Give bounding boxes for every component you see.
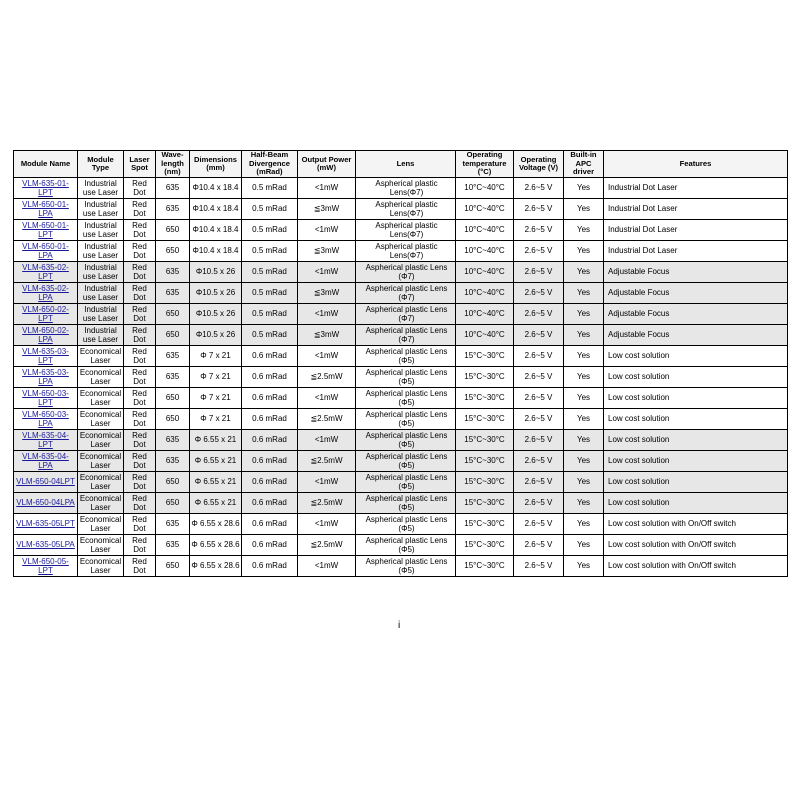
module-name-cell — [14, 388, 78, 409]
table-row — [14, 451, 788, 472]
output-power-cell: <1mW — [298, 220, 356, 241]
dimensions-cell: Φ10.4 x 18.4 — [190, 178, 242, 199]
module-name-link[interactable]: VLM-650-01-LPA — [22, 241, 69, 260]
apc-cell: Yes — [564, 283, 604, 304]
features-cell: Low cost solution — [604, 451, 788, 472]
laser-spot-cell: Red Dot — [124, 262, 156, 283]
voltage-cell: 2.6~5 V — [514, 493, 564, 514]
apc-cell: Yes — [564, 220, 604, 241]
header-apc-driver: Built-in APC driver — [564, 151, 604, 178]
module-name-link[interactable]: VLM-650-03-LPA — [22, 409, 69, 428]
laser-spot-cell: Red Dot — [124, 199, 156, 220]
output-power-cell: ≦3mW — [298, 199, 356, 220]
voltage-cell: 2.6~5 V — [514, 388, 564, 409]
features-cell: Industrial Dot Laser — [604, 178, 788, 199]
laser-spot-cell: Red Dot — [124, 325, 156, 346]
module-name-link[interactable]: VLM-650-03-LPT — [22, 388, 69, 407]
apc-cell: Yes — [564, 451, 604, 472]
divergence-cell: 0.5 mRad — [242, 325, 298, 346]
voltage-cell: 2.6~5 V — [514, 367, 564, 388]
laser-spot-cell: Red Dot — [124, 430, 156, 451]
lens-cell: Aspherical plastic Lens(Φ7) — [356, 199, 456, 220]
lens-cell: Aspherical plastic Lens (Φ7) — [356, 283, 456, 304]
module-type-cell: Industrial use Laser — [78, 178, 124, 199]
module-name-link[interactable]: VLM-635-05LPA — [16, 540, 75, 550]
voltage-cell: 2.6~5 V — [514, 220, 564, 241]
temperature-cell: 15°C~30°C — [456, 388, 514, 409]
output-power-cell: ≦3mW — [298, 241, 356, 262]
divergence-cell: 0.5 mRad — [242, 220, 298, 241]
lens-cell: Aspherical plastic Lens (Φ5) — [356, 409, 456, 430]
apc-cell: Yes — [564, 430, 604, 451]
features-cell: Low cost solution — [604, 493, 788, 514]
divergence-cell: 0.6 mRad — [242, 472, 298, 493]
laser-spot-cell: Red Dot — [124, 514, 156, 535]
table-row — [14, 514, 788, 535]
module-name-cell — [14, 283, 78, 304]
wavelength-cell: 650 — [156, 409, 190, 430]
module-type-cell: Industrial use Laser — [78, 283, 124, 304]
wavelength-cell: 650 — [156, 304, 190, 325]
module-type-cell: Economical Laser — [78, 451, 124, 472]
laser-spot-cell: Red Dot — [124, 409, 156, 430]
laser-module-spec-table — [13, 150, 788, 577]
header-divergence: Half-Beam Divergence (mRad) — [242, 151, 298, 178]
header-laser-spot: Laser Spot — [124, 151, 156, 178]
lens-cell: Aspherical plastic Lens (Φ5) — [356, 346, 456, 367]
apc-cell: Yes — [564, 535, 604, 556]
divergence-cell: 0.6 mRad — [242, 493, 298, 514]
apc-cell: Yes — [564, 472, 604, 493]
dimensions-cell: Φ10.5 x 26 — [190, 262, 242, 283]
dimensions-cell: Φ10.5 x 26 — [190, 325, 242, 346]
module-name-cell — [14, 409, 78, 430]
module-name-link[interactable]: VLM-635-02-LPA — [22, 283, 69, 302]
module-type-cell: Economical Laser — [78, 367, 124, 388]
features-cell: Low cost solution — [604, 472, 788, 493]
table-row — [14, 388, 788, 409]
features-cell: Industrial Dot Laser — [604, 220, 788, 241]
wavelength-cell: 635 — [156, 430, 190, 451]
divergence-cell: 0.5 mRad — [242, 241, 298, 262]
divergence-cell: 0.6 mRad — [242, 535, 298, 556]
module-type-cell: Industrial use Laser — [78, 241, 124, 262]
table-row — [14, 178, 788, 199]
output-power-cell: <1mW — [298, 262, 356, 283]
features-cell: Low cost solution — [604, 430, 788, 451]
divergence-cell: 0.6 mRad — [242, 367, 298, 388]
wavelength-cell: 635 — [156, 514, 190, 535]
features-cell: Adjustable Focus — [604, 283, 788, 304]
features-cell: Low cost solution with On/Off switch — [604, 535, 788, 556]
module-type-cell: Industrial use Laser — [78, 199, 124, 220]
module-type-cell: Economical Laser — [78, 556, 124, 577]
voltage-cell: 2.6~5 V — [514, 262, 564, 283]
laser-spot-cell: Red Dot — [124, 178, 156, 199]
module-name-link[interactable]: VLM-635-02-LPT — [22, 262, 69, 281]
features-cell: Industrial Dot Laser — [604, 199, 788, 220]
module-name-link[interactable]: VLM-635-03-LPT — [22, 346, 69, 365]
divergence-cell: 0.6 mRad — [242, 430, 298, 451]
laser-spot-cell: Red Dot — [124, 535, 156, 556]
output-power-cell: <1mW — [298, 388, 356, 409]
temperature-cell: 15°C~30°C — [456, 472, 514, 493]
lens-cell: Aspherical plastic Lens (Φ5) — [356, 451, 456, 472]
temperature-cell: 15°C~30°C — [456, 430, 514, 451]
temperature-cell: 10°C~40°C — [456, 199, 514, 220]
dimensions-cell: Φ10.5 x 26 — [190, 283, 242, 304]
output-power-cell: <1mW — [298, 304, 356, 325]
output-power-cell: ≦2.5mW — [298, 367, 356, 388]
voltage-cell: 2.6~5 V — [514, 346, 564, 367]
divergence-cell: 0.6 mRad — [242, 346, 298, 367]
apc-cell: Yes — [564, 241, 604, 262]
lens-cell: Aspherical plastic Lens (Φ5) — [356, 388, 456, 409]
wavelength-cell: 635 — [156, 535, 190, 556]
table-row — [14, 304, 788, 325]
wavelength-cell: 635 — [156, 178, 190, 199]
dimensions-cell: Φ 6.55 x 28.6 — [190, 556, 242, 577]
output-power-cell: ≦2.5mW — [298, 409, 356, 430]
header-features: Features — [604, 151, 788, 178]
module-name-link[interactable]: VLM-635-03-LPA — [22, 367, 69, 386]
header-output-power: Output Power (mW) — [298, 151, 356, 178]
laser-spot-cell: Red Dot — [124, 493, 156, 514]
divergence-cell: 0.5 mRad — [242, 283, 298, 304]
temperature-cell: 10°C~40°C — [456, 325, 514, 346]
dimensions-cell: Φ 7 x 21 — [190, 409, 242, 430]
output-power-cell: <1mW — [298, 178, 356, 199]
module-name-link[interactable]: VLM-650-02-LPA — [22, 325, 69, 344]
module-name-link[interactable]: VLM-650-02-LPT — [22, 304, 69, 323]
module-name-link[interactable]: VLM-650-04LPT — [16, 477, 75, 487]
laser-spot-cell: Red Dot — [124, 451, 156, 472]
wavelength-cell: 650 — [156, 493, 190, 514]
features-cell: Low cost solution with On/Off switch — [604, 556, 788, 577]
table-row — [14, 367, 788, 388]
header-wavelength: Wave-length (nm) — [156, 151, 190, 178]
voltage-cell: 2.6~5 V — [514, 514, 564, 535]
temperature-cell: 15°C~30°C — [456, 535, 514, 556]
laser-spot-cell: Red Dot — [124, 346, 156, 367]
voltage-cell: 2.6~5 V — [514, 472, 564, 493]
module-name-cell — [14, 472, 78, 493]
voltage-cell: 2.6~5 V — [514, 451, 564, 472]
dimensions-cell: Φ10.5 x 26 — [190, 304, 242, 325]
wavelength-cell: 635 — [156, 346, 190, 367]
header-operating-temperature: Operating temperature (°C) — [456, 151, 514, 178]
output-power-cell: ≦2.5mW — [298, 451, 356, 472]
apc-cell: Yes — [564, 178, 604, 199]
apc-cell: Yes — [564, 304, 604, 325]
output-power-cell: <1mW — [298, 346, 356, 367]
temperature-cell: 10°C~40°C — [456, 178, 514, 199]
lens-cell: Aspherical plastic Lens (Φ7) — [356, 325, 456, 346]
module-name-cell — [14, 514, 78, 535]
lens-cell: Aspherical plastic Lens (Φ5) — [356, 556, 456, 577]
output-power-cell: <1mW — [298, 472, 356, 493]
temperature-cell: 15°C~30°C — [456, 493, 514, 514]
dimensions-cell: Φ 6.55 x 21 — [190, 493, 242, 514]
temperature-cell: 15°C~30°C — [456, 451, 514, 472]
module-name-cell — [14, 451, 78, 472]
table-row — [14, 472, 788, 493]
apc-cell: Yes — [564, 262, 604, 283]
module-name-cell — [14, 325, 78, 346]
lens-cell: Aspherical plastic Lens(Φ7) — [356, 241, 456, 262]
laser-spot-cell: Red Dot — [124, 388, 156, 409]
divergence-cell: 0.5 mRad — [242, 199, 298, 220]
dimensions-cell: Φ10.4 x 18.4 — [190, 220, 242, 241]
dimensions-cell: Φ 6.55 x 28.6 — [190, 514, 242, 535]
lens-cell: Aspherical plastic Lens(Φ7) — [356, 220, 456, 241]
header-operating-voltage: Operating Voltage (V) — [514, 151, 564, 178]
module-name-cell — [14, 178, 78, 199]
page-marker: i — [398, 620, 401, 631]
output-power-cell: <1mW — [298, 430, 356, 451]
voltage-cell: 2.6~5 V — [514, 409, 564, 430]
lens-cell: Aspherical plastic Lens (Φ7) — [356, 304, 456, 325]
module-name-cell — [14, 556, 78, 577]
divergence-cell: 0.6 mRad — [242, 388, 298, 409]
wavelength-cell: 650 — [156, 325, 190, 346]
header-dimensions: Dimensions (mm) — [190, 151, 242, 178]
header-lens: Lens — [356, 151, 456, 178]
lens-cell: Aspherical plastic Lens (Φ7) — [356, 262, 456, 283]
lens-cell: Aspherical plastic Lens (Φ5) — [356, 472, 456, 493]
apc-cell: Yes — [564, 493, 604, 514]
lens-cell: Aspherical plastic Lens (Φ5) — [356, 493, 456, 514]
lens-cell: Aspherical plastic Lens (Φ5) — [356, 535, 456, 556]
output-power-cell: ≦3mW — [298, 283, 356, 304]
module-type-cell: Industrial use Laser — [78, 262, 124, 283]
module-type-cell: Economical Laser — [78, 493, 124, 514]
module-type-cell: Economical Laser — [78, 514, 124, 535]
table-row — [14, 283, 788, 304]
output-power-cell: <1mW — [298, 514, 356, 535]
features-cell: Low cost solution — [604, 367, 788, 388]
module-name-link[interactable]: VLM-650-01-LPA — [22, 199, 69, 218]
module-name-link[interactable]: VLM-650-01-LPT — [22, 220, 69, 239]
dimensions-cell: Φ 7 x 21 — [190, 388, 242, 409]
divergence-cell: 0.5 mRad — [242, 178, 298, 199]
dimensions-cell: Φ10.4 x 18.4 — [190, 199, 242, 220]
module-type-cell: Economical Laser — [78, 388, 124, 409]
divergence-cell: 0.6 mRad — [242, 514, 298, 535]
temperature-cell: 10°C~40°C — [456, 262, 514, 283]
temperature-cell: 15°C~30°C — [456, 367, 514, 388]
table-row — [14, 325, 788, 346]
apc-cell: Yes — [564, 199, 604, 220]
apc-cell: Yes — [564, 346, 604, 367]
table-row — [14, 430, 788, 451]
header-module-type: Module Type — [78, 151, 124, 178]
module-type-cell: Economical Laser — [78, 472, 124, 493]
wavelength-cell: 635 — [156, 451, 190, 472]
wavelength-cell: 650 — [156, 388, 190, 409]
apc-cell: Yes — [564, 325, 604, 346]
dimensions-cell: Φ 6.55 x 21 — [190, 430, 242, 451]
table-row — [14, 262, 788, 283]
divergence-cell: 0.5 mRad — [242, 262, 298, 283]
output-power-cell: ≦3mW — [298, 325, 356, 346]
dimensions-cell: Φ 7 x 21 — [190, 367, 242, 388]
temperature-cell: 10°C~40°C — [456, 283, 514, 304]
divergence-cell: 0.5 mRad — [242, 304, 298, 325]
output-power-cell: <1mW — [298, 556, 356, 577]
wavelength-cell: 650 — [156, 472, 190, 493]
module-type-cell: Economical Laser — [78, 409, 124, 430]
module-type-cell: Economical Laser — [78, 430, 124, 451]
wavelength-cell: 635 — [156, 199, 190, 220]
voltage-cell: 2.6~5 V — [514, 199, 564, 220]
voltage-cell: 2.6~5 V — [514, 178, 564, 199]
table-row — [14, 556, 788, 577]
laser-spot-cell: Red Dot — [124, 241, 156, 262]
table-row — [14, 493, 788, 514]
lens-cell: Aspherical plastic Lens (Φ5) — [356, 367, 456, 388]
wavelength-cell: 650 — [156, 241, 190, 262]
wavelength-cell: 650 — [156, 220, 190, 241]
module-type-cell: Industrial use Laser — [78, 304, 124, 325]
features-cell: Low cost solution — [604, 409, 788, 430]
divergence-cell: 0.6 mRad — [242, 451, 298, 472]
voltage-cell: 2.6~5 V — [514, 304, 564, 325]
laser-spot-cell: Red Dot — [124, 367, 156, 388]
module-type-cell: Economical Laser — [78, 535, 124, 556]
features-cell: Low cost solution with On/Off switch — [604, 514, 788, 535]
module-type-cell: Industrial use Laser — [78, 325, 124, 346]
temperature-cell: 10°C~40°C — [456, 220, 514, 241]
apc-cell: Yes — [564, 367, 604, 388]
dimensions-cell: Φ10.4 x 18.4 — [190, 241, 242, 262]
apc-cell: Yes — [564, 556, 604, 577]
apc-cell: Yes — [564, 409, 604, 430]
features-cell: Adjustable Focus — [604, 262, 788, 283]
module-name-cell — [14, 199, 78, 220]
features-cell: Adjustable Focus — [604, 325, 788, 346]
output-power-cell: ≦2.5mW — [298, 493, 356, 514]
module-name-link[interactable]: VLM-635-04-LPA — [22, 451, 69, 470]
module-name-link[interactable]: VLM-635-05LPT — [16, 519, 75, 529]
lens-cell: Aspherical plastic Lens (Φ5) — [356, 430, 456, 451]
module-type-cell: Industrial use Laser — [78, 220, 124, 241]
temperature-cell: 10°C~40°C — [456, 304, 514, 325]
module-name-cell — [14, 367, 78, 388]
lens-cell: Aspherical plastic Lens (Φ5) — [356, 514, 456, 535]
voltage-cell: 2.6~5 V — [514, 556, 564, 577]
dimensions-cell: Φ 6.55 x 21 — [190, 472, 242, 493]
table-row — [14, 220, 788, 241]
wavelength-cell: 635 — [156, 262, 190, 283]
dimensions-cell: Φ 6.55 x 28.6 — [190, 535, 242, 556]
divergence-cell: 0.6 mRad — [242, 556, 298, 577]
apc-cell: Yes — [564, 514, 604, 535]
module-name-cell — [14, 346, 78, 367]
lens-cell: Aspherical plastic Lens(Φ7) — [356, 178, 456, 199]
module-name-link[interactable]: VLM-635-04-LPT — [22, 430, 69, 449]
wavelength-cell: 650 — [156, 556, 190, 577]
table-row — [14, 409, 788, 430]
module-name-cell — [14, 304, 78, 325]
temperature-cell: 15°C~30°C — [456, 409, 514, 430]
output-power-cell: ≦2.5mW — [298, 535, 356, 556]
table-row — [14, 241, 788, 262]
header-module-name: Module Name — [14, 151, 78, 178]
laser-spot-cell: Red Dot — [124, 304, 156, 325]
laser-spot-cell: Red Dot — [124, 220, 156, 241]
module-name-link[interactable]: VLM-650-04LPA — [16, 498, 75, 508]
module-name-cell — [14, 493, 78, 514]
table-row — [14, 535, 788, 556]
laser-spot-cell: Red Dot — [124, 283, 156, 304]
temperature-cell: 15°C~30°C — [456, 514, 514, 535]
wavelength-cell: 635 — [156, 367, 190, 388]
wavelength-cell: 635 — [156, 283, 190, 304]
voltage-cell: 2.6~5 V — [514, 430, 564, 451]
dimensions-cell: Φ 7 x 21 — [190, 346, 242, 367]
features-cell: Low cost solution — [604, 388, 788, 409]
voltage-cell: 2.6~5 V — [514, 283, 564, 304]
table-row — [14, 346, 788, 367]
module-type-cell: Economical Laser — [78, 346, 124, 367]
temperature-cell: 10°C~40°C — [456, 241, 514, 262]
voltage-cell: 2.6~5 V — [514, 241, 564, 262]
laser-spot-cell: Red Dot — [124, 472, 156, 493]
table-body — [14, 178, 788, 577]
module-name-cell — [14, 535, 78, 556]
laser-spot-cell: Red Dot — [124, 556, 156, 577]
module-name-cell — [14, 430, 78, 451]
features-cell: Low cost solution — [604, 346, 788, 367]
temperature-cell: 15°C~30°C — [456, 556, 514, 577]
apc-cell: Yes — [564, 388, 604, 409]
module-name-cell — [14, 220, 78, 241]
features-cell: Industrial Dot Laser — [604, 241, 788, 262]
features-cell: Adjustable Focus — [604, 304, 788, 325]
module-name-link[interactable]: VLM-650-05-LPT — [22, 556, 69, 575]
divergence-cell: 0.6 mRad — [242, 409, 298, 430]
module-name-cell — [14, 241, 78, 262]
voltage-cell: 2.6~5 V — [514, 535, 564, 556]
module-name-cell — [14, 262, 78, 283]
table-header-row — [14, 151, 788, 178]
table-row — [14, 199, 788, 220]
temperature-cell: 15°C~30°C — [456, 346, 514, 367]
dimensions-cell: Φ 6.55 x 21 — [190, 451, 242, 472]
module-name-link[interactable]: VLM-635-01-LPT — [22, 178, 69, 197]
voltage-cell: 2.6~5 V — [514, 325, 564, 346]
